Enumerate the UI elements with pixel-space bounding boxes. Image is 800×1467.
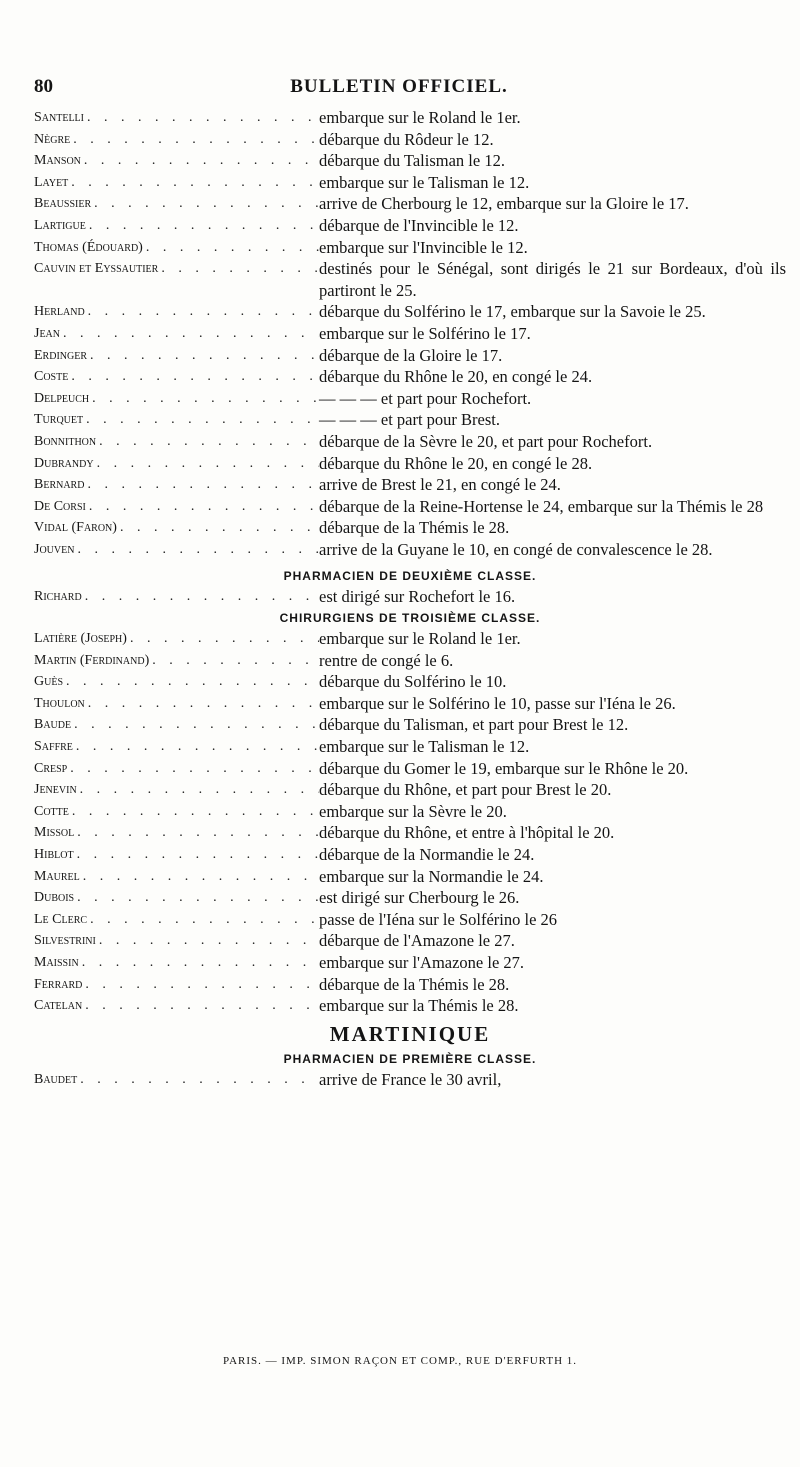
entry-name: Thomas (Édouard): [34, 239, 143, 255]
entry-row: [34, 453, 786, 475]
leader-dots: [130, 628, 319, 650]
entry-name-cell: [34, 671, 319, 693]
leader-dots: [84, 150, 319, 172]
entry-name: Baude: [34, 717, 72, 733]
entry-row: [34, 323, 786, 345]
entry-name: Catelan: [34, 998, 83, 1014]
entry-description: débarque du Talisman le 12.: [319, 151, 505, 171]
entry-row: [34, 237, 786, 259]
entry-name: Ferrard: [34, 976, 83, 992]
entry-description: embarque sur le Roland le 1er.: [319, 108, 521, 127]
entry-name-cell: [34, 345, 319, 367]
entry-name: Nègre: [34, 131, 71, 147]
entry-description: débarque de l'Amazone le 27.: [319, 931, 515, 951]
entry-name: Jean: [34, 325, 60, 341]
entry-name-cell: [34, 215, 319, 237]
entry-description: arrive de la Guyane le 10, en congé de convalescence le 28.: [319, 539, 713, 559]
entry-name-cell: [34, 366, 319, 388]
entry-name: Jenevin: [34, 782, 77, 798]
entry-name-cell: [34, 887, 319, 909]
entry-row: [34, 474, 786, 496]
entry-name: Dubrandy: [34, 455, 94, 471]
entry-row: [34, 345, 786, 367]
entry-description: débarque du Talisman, et part pour Brest le 12.: [319, 715, 629, 735]
leader-dots: [86, 409, 319, 431]
entry-description: destinés pour le Sénégal, sont dirigés le 21 sur Bordeaux, d'où ils partiront le 25.: [319, 259, 786, 300]
entry-row: [34, 258, 786, 301]
leader-dots: [88, 301, 319, 323]
leader-dots: [77, 844, 319, 866]
section-heading-martinique: MARTINIQUE: [329, 1021, 491, 1046]
entry-row: [34, 909, 786, 931]
entry-row: [34, 301, 786, 323]
entry-description: embarque sur le Talisman le 12.: [319, 172, 530, 192]
entry-name: Saffre: [34, 739, 73, 755]
entry-description: débarque du Solférino le 17, embarque sur la Savoie le 25.: [319, 302, 706, 322]
entry-name-cell: [34, 150, 319, 172]
entry-description: passe de l'Iéna sur le Solférino le 26: [319, 909, 558, 929]
entries-d: [34, 1069, 786, 1091]
entry-row: [34, 974, 786, 996]
leader-dots: [73, 129, 319, 151]
printer-footer: PARIS. — IMP. SIMON RAÇON ET COMP., RUE D'ERFURTH 1.: [222, 1355, 578, 1367]
entry-description: débarque du Rôdeur le 12.: [319, 129, 494, 149]
leader-dots: [161, 258, 319, 280]
entry-name: Lartigue: [34, 217, 86, 233]
entry-name-cell: [34, 693, 319, 715]
entry-description: embarque sur la Normandie le 24.: [319, 866, 544, 886]
entry-description: débarque du Rhône, et part pour Brest le 20.: [319, 780, 612, 800]
leader-dots: [71, 366, 319, 388]
entry-description: arrive de Brest le 21, en congé le 24.: [319, 475, 561, 495]
entry-name-cell: [34, 517, 319, 539]
entry-description: débarque de la Gloire le 17.: [319, 345, 503, 365]
entry-description: arrive de France le 30 avril,: [319, 1069, 502, 1089]
entry-name: Cresp: [34, 760, 68, 776]
entry-name: Santelli: [34, 110, 84, 125]
entry-row: [34, 150, 786, 172]
entry-name: Vidal (Faron): [34, 520, 117, 536]
entry-row: [34, 779, 786, 801]
entry-name-cell: [34, 930, 319, 952]
leader-dots: [76, 736, 319, 758]
entry-row: [34, 650, 786, 672]
entry-name-cell: [34, 995, 319, 1017]
leader-dots: [85, 995, 319, 1017]
entry-name: Le Clerc: [34, 911, 88, 927]
leader-dots: [71, 172, 319, 194]
entry-description: — — — et part pour Brest.: [319, 410, 501, 430]
entry-name: Turquet: [34, 412, 84, 428]
entry-row: [34, 193, 786, 215]
entry-name-cell: [34, 650, 319, 672]
entry-name-cell: [34, 323, 319, 345]
entry-description: — — — et part pour Rochefort.: [319, 388, 532, 408]
leader-dots: [90, 345, 319, 367]
entry-description: embarque sur le Roland le 1er.: [319, 629, 521, 649]
entry-name-cell: [34, 474, 319, 496]
entry-name: Missol: [34, 825, 75, 841]
leader-dots: [66, 671, 319, 693]
leader-dots: [120, 517, 319, 539]
entry-description: rentre de congé le 6.: [319, 650, 454, 670]
entry-row: [34, 215, 786, 237]
leader-dots: [72, 801, 319, 823]
entries-a: [34, 107, 786, 560]
section-heading-pharmacien-2e: PHARMACIEN DE DEUXIÈME CLASSE.: [283, 569, 537, 584]
entry-name: De Corsi: [34, 498, 86, 514]
entry-row: [34, 1069, 786, 1091]
entry-description: embarque sur le Solférino le 17.: [319, 323, 531, 343]
entry-row: [34, 844, 786, 866]
entry-description: débarque de la Normandie le 24.: [319, 845, 535, 864]
entries-b: [34, 586, 786, 608]
leader-dots: [90, 909, 319, 931]
entry-description: débarque du Rhône, et entre à l'hôpital le 20.: [319, 823, 615, 843]
entry-description: embarque sur l'Invincible le 12.: [319, 237, 528, 257]
entry-name-cell: [34, 453, 319, 475]
entry-row: [34, 887, 786, 909]
entry-description: débarque de la Thémis le 28.: [319, 518, 510, 538]
entry-name: Dubois: [34, 890, 75, 906]
leader-dots: [97, 453, 319, 475]
leader-dots: [77, 822, 319, 844]
entry-name-cell: [34, 1069, 319, 1091]
entry-row: [34, 129, 786, 151]
entry-name: Hiblot: [34, 847, 74, 862]
entry-name-cell: [34, 301, 319, 323]
entry-name-cell: [34, 539, 319, 561]
entry-description: débarque de l'Invincible le 12.: [319, 215, 519, 235]
running-title: BULLETIN OFFICIEL.: [290, 76, 508, 97]
entry-description: est dirigé sur Cherbourg le 26.: [319, 888, 520, 908]
page-header: [34, 76, 764, 100]
entry-name-cell: [34, 779, 319, 801]
entry-description: arrive de Cherbourg le 12, embarque sur la Gloire le 17.: [319, 194, 689, 214]
leader-dots: [87, 474, 319, 496]
entry-name-cell: [34, 909, 319, 931]
entry-description: débarque du Rhône le 20, en congé le 28.: [319, 453, 593, 473]
entry-description: embarque sur la Sèvre le 20.: [319, 801, 507, 821]
entry-row: [34, 952, 786, 974]
entry-name-cell: [34, 107, 319, 129]
entry-row: [34, 409, 786, 431]
entry-name: Martin (Ferdinand): [34, 652, 150, 668]
leader-dots: [77, 539, 319, 561]
entry-name-cell: [34, 952, 319, 974]
entry-name-cell: [34, 496, 319, 518]
entry-description: débarque de la Reine-Hortense le 24, embarque sur la Thémis le 28: [319, 496, 764, 516]
entry-name: Herland: [34, 304, 85, 320]
leader-dots: [87, 107, 319, 129]
entry-name: Manson: [34, 153, 81, 169]
leader-dots: [85, 974, 319, 996]
entry-name: Richard: [34, 589, 82, 605]
entry-row: [34, 107, 786, 129]
page-number: 80: [34, 76, 53, 97]
entry-row: [34, 671, 786, 693]
entry-row: [34, 431, 786, 453]
leader-dots: [152, 650, 319, 672]
leader-dots: [82, 952, 319, 974]
entry-name: Maissin: [34, 954, 79, 970]
entry-name-cell: [34, 237, 319, 259]
section-heading-pharmacien-1re: PHARMACIEN DE PREMIÈRE CLASSE.: [283, 1051, 537, 1066]
leader-dots: [88, 693, 319, 715]
entry-name-cell: [34, 172, 319, 194]
entry-name-cell: [34, 193, 319, 215]
entry-description: débarque de la Sèvre le 20, et part pour Rochefort.: [319, 431, 653, 451]
leader-dots: [80, 779, 319, 801]
entry-name: Beaussier: [34, 196, 92, 212]
entry-name-cell: [34, 974, 319, 996]
entry-row: [34, 366, 786, 388]
entry-name-cell: [34, 258, 319, 280]
leader-dots: [89, 215, 319, 237]
entry-name: Silvestrini: [34, 933, 96, 949]
entries-c: [34, 628, 786, 1017]
leader-dots: [92, 388, 319, 410]
entry-name-cell: [34, 129, 319, 151]
entry-name-cell: [34, 586, 319, 608]
leader-dots: [89, 496, 319, 518]
entry-description: embarque sur le Solférino le 10, passe sur l'Iéna le 26.: [319, 693, 676, 713]
entry-name-cell: [34, 431, 319, 453]
leader-dots: [146, 237, 319, 259]
entry-name: Guès: [34, 674, 64, 690]
entry-row: [34, 822, 786, 844]
entry-name-cell: [34, 409, 319, 431]
entry-name: Maurel: [34, 868, 80, 884]
leader-dots: [83, 866, 319, 888]
page-body: [34, 107, 786, 1090]
entry-description: est dirigé sur Rochefort le 16.: [319, 587, 516, 607]
entry-name: Cauvin et Eyssautier: [34, 261, 159, 277]
leader-dots: [99, 431, 319, 453]
entry-row: [34, 388, 786, 410]
entry-name: Bernard: [34, 477, 85, 493]
leader-dots: [80, 1069, 319, 1091]
entry-name-cell: [34, 822, 319, 844]
entry-row: [34, 496, 786, 518]
entry-description: débarque du Solférino le 10.: [319, 672, 507, 692]
entry-name: Baudet: [34, 1071, 78, 1087]
leader-dots: [94, 193, 319, 215]
entry-row: [34, 517, 786, 539]
leader-dots: [70, 758, 319, 780]
entry-description: débarque du Gomer le 19, embarque sur le Rhône le 20.: [319, 758, 689, 778]
section-heading-chirurgiens-3e: CHIRURGIENS DE TROISIÈME CLASSE.: [279, 611, 541, 626]
entry-row: [34, 586, 786, 608]
entry-description: embarque sur la Thémis le 28.: [319, 996, 519, 1016]
entry-name-cell: [34, 801, 319, 823]
leader-dots: [99, 930, 319, 952]
entry-name: Coste: [34, 369, 69, 385]
entry-name: Cotte: [34, 803, 69, 819]
leader-dots: [74, 714, 319, 736]
entry-name-cell: [34, 758, 319, 780]
entry-row: [34, 801, 786, 823]
entry-row: [34, 930, 786, 952]
entry-name: Layet: [34, 174, 69, 190]
entry-row: [34, 995, 786, 1017]
entry-name-cell: [34, 844, 319, 866]
entry-name: Latière (Joseph): [34, 631, 127, 647]
entry-row: [34, 628, 786, 650]
entry-row: [34, 693, 786, 715]
entry-row: [34, 758, 786, 780]
entry-name: Delpeuch: [34, 390, 90, 406]
leader-dots: [77, 887, 319, 909]
entry-name-cell: [34, 628, 319, 650]
entry-description: embarque sur l'Amazone le 27.: [319, 952, 525, 972]
leader-dots: [63, 323, 319, 345]
entry-description: débarque de la Thémis le 28.: [319, 974, 510, 994]
entry-name: Jouven: [34, 541, 75, 557]
entry-name: Bonnithon: [34, 433, 97, 449]
entry-name: Erdinger: [34, 347, 87, 363]
entry-row: [34, 736, 786, 758]
entry-name-cell: [34, 714, 319, 736]
entry-name-cell: [34, 736, 319, 758]
entry-description: embarque sur le Talisman le 12.: [319, 737, 530, 757]
entry-row: [34, 539, 786, 561]
entry-row: [34, 866, 786, 888]
entry-row: [34, 714, 786, 736]
entry-description: débarque du Rhône le 20, en congé le 24.: [319, 367, 593, 387]
leader-dots: [85, 586, 319, 608]
entry-row: [34, 172, 786, 194]
entry-name: Thoulon: [34, 695, 85, 711]
entry-name-cell: [34, 866, 319, 888]
entry-name-cell: [34, 388, 319, 410]
